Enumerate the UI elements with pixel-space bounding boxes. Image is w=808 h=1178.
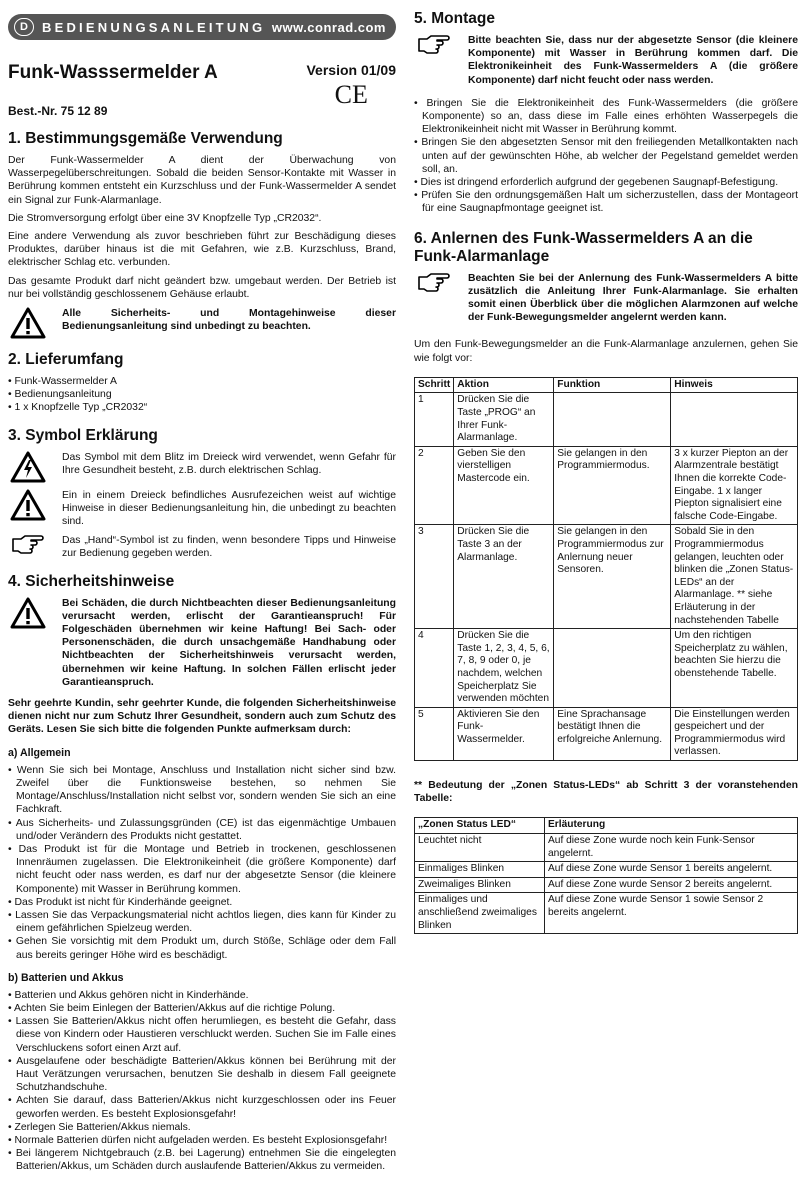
symbol-exclamation-row xyxy=(8,489,396,529)
table-row xyxy=(415,707,798,760)
list-item: • Aus Sicherheits- und Zulassungsgründen (CE) ist das eigenmächtige Umbauen und/oder Verändern des Produkts nicht gestattet. xyxy=(8,817,396,843)
symbol-hand-row xyxy=(8,534,396,560)
table-cell: Einmaliges Blinken xyxy=(415,862,545,878)
table-row xyxy=(415,834,798,862)
table-cell: Sie gelangen in den Programmiermodus. xyxy=(554,446,671,525)
scope-list xyxy=(8,375,396,415)
safety-warning xyxy=(8,597,396,689)
table-row xyxy=(415,393,798,446)
general-safety-list xyxy=(8,764,396,962)
table-cell: Auf diese Zone wurde Sensor 1 sowie Sensor 2 bereits angelernt. xyxy=(545,893,798,934)
teach-in-intro: Um den Funk-Bewegungsmelder an die Funk-Alarmanlage anzulernen, gehen Sie wie folgt vor: xyxy=(414,339,798,364)
table-cell: 3 x kurzer Piepton an der Alarmzentrale bestätigt Ihnen die korrekte Code-Eingabe. 1 x langer Piepton signalisiert eine falsche Code-Eingabe. xyxy=(671,446,798,525)
table-header-row xyxy=(415,818,798,834)
list-item: • Wenn Sie sich bei Montage, Anschluss und Installation nicht sicher sind bzw. Zweifel über die Funktionsweise bestehen, so nehmen Sie Montage/Anschluss/Installation nicht selbst vor, sondern wenden Sie sich an eine Fachkraft. xyxy=(8,764,396,817)
list-item: • Normale Batterien dürfen nicht aufgeladen werden. Es besteht Explosionsgefahr! xyxy=(8,1134,396,1147)
list-item: • Dies ist dringend erforderlich aufgrund der gegebenen Saugnapf-Befestigung. xyxy=(414,176,798,189)
list-item: • Achten Sie darauf, dass Batterien/Akkus nicht kurzgeschlossen oder ins Feuer geworfen werden. Es besteht Explosionsgefahr! xyxy=(8,1094,396,1120)
section-heading-1: 1. Bestimmungsgemäße Verwendung xyxy=(8,130,283,147)
mounting-list xyxy=(414,97,798,216)
list-item: • Achten Sie beim Einlegen der Batterien/Akkus auf die richtige Polung. xyxy=(8,1002,396,1015)
led-status-table xyxy=(414,817,798,934)
list-item: • Lassen Sie das Verpackungsmaterial nicht achtlos liegen, dies kann für Kinder zu einem gefährlichen Spielzeug werden. xyxy=(8,909,396,935)
list-item: • Lassen Sie Batterien/Akkus nicht offen herumliegen, es besteht die Gefahr, dass diese von Kindern oder Haustieren verschluckt werden. Suchen Sie im Falle eines Verschluckens sofort einen Arzt auf. xyxy=(8,1015,396,1055)
left-column xyxy=(8,0,396,1178)
note-text: Bitte beachten Sie, dass nur der abgesetzte Sensor (die kleinere Komponente) mit Wasser in Berührung kommen darf. Die Elektronikeinheit des Funk-Wassermelders A (die größere Komponente) darf nicht feucht oder nass werden. xyxy=(468,35,798,86)
list-item: • 1 x Knopfzelle Typ „CR2032“ xyxy=(8,401,396,414)
product-title: Funk-Wasssermelder A xyxy=(8,62,218,83)
list-item: • Das Produkt ist für die Montage und Betrieb in trockenen, geschlossenen Innenräumen zugelassen. Die Elektronikeinheit (die größere Komponente) darf nicht feucht oder nass werden, es darf nur der abgesetzte Sensor (die kleinere Komponente) mit Wasser in Berührung kommen. xyxy=(8,843,396,896)
table-cell: Um den richtigen Speicherplatz zu wählen, beachten Sie hierzu die obenstehende Tabelle. xyxy=(671,629,798,708)
table-row xyxy=(415,446,798,525)
column-header: Hinweis xyxy=(671,377,798,393)
list-item: • Batterien und Akkus gehören nicht in Kinderhände. xyxy=(8,989,396,1002)
table-row xyxy=(415,862,798,878)
list-item: • Bei längerem Nichtgebrauch (z.B. bei Lagerung) entnehmen Sie die eingelegten Batterien/Akkus, um Schäden durch auslaufende Batterien/Akkus zu vermeiden. xyxy=(8,1147,396,1173)
led-table-heading: ** Bedeutung der „Zonen Status-LEDs“ ab Schritt 3 der voranstehenden Tabelle: xyxy=(414,780,798,805)
version-label: Version 01/09 xyxy=(306,62,396,78)
column-header: Aktion xyxy=(454,377,554,393)
column-header: Funktion xyxy=(554,377,671,393)
title-row xyxy=(8,62,396,110)
pointing-hand-icon xyxy=(414,34,454,54)
table-cell: Leuchtet nicht xyxy=(415,834,545,862)
table-cell: 5 xyxy=(415,707,454,760)
symbol-description: Das „Hand“-Symbol ist zu finden, wenn besondere Tipps und Hinweise zur Bedienung gegeben werden. xyxy=(62,535,396,560)
list-item: • Prüfen Sie den ordnungsgemäßen Halt um sicherzustellen, dass der Montageort für eine Saugnapfmontage geeignet ist. xyxy=(414,189,798,215)
column-header: Erläuterung xyxy=(545,818,798,834)
website-url: www.conrad.com xyxy=(271,19,386,35)
section-heading-3: 3. Symbol Erklärung xyxy=(8,426,158,444)
table-cell: 1 xyxy=(415,393,454,446)
table-cell: Drücken Sie die Taste „PROG“ an Ihrer Funk-Alarmanlage. xyxy=(454,393,554,446)
table-cell: Eine Sprachansage bestätigt Ihnen die erfolgreiche Anlernung. xyxy=(554,707,671,760)
table-cell: Sie gelangen in den Programmiermodus zur Anlernung neuer Sensoren. xyxy=(554,525,671,629)
pointing-hand-icon xyxy=(414,272,454,292)
pointing-hand-icon xyxy=(8,534,48,554)
section-heading-2: 2. Lieferumfang xyxy=(8,351,124,369)
banner-title: BEDIENUNGSANLEITUNG xyxy=(42,19,266,35)
version-block xyxy=(306,62,396,110)
paragraph: Eine andere Verwendung als zuvor beschrieben führt zur Beschädigung dieses Produktes, darüber hinaus ist die mit Gefahren, wie z.B. Kurzschluss, Brand, elektrischer Schlag etc. verbunden. xyxy=(8,231,396,269)
exclamation-warning-icon xyxy=(8,597,48,629)
exclamation-warning-icon xyxy=(8,489,48,521)
list-item: • Bedienungsanleitung xyxy=(8,388,396,401)
note-text: Beachten Sie bei der Anlernung des Funk-Wassermelders A bitte zusätzlich die Anleitung Ihrer Funk-Alarmanlage. Sie erhalten somit einen Überblick über die möglichen Alarmzonen auf welche der Funk-Bewegungsmelder angelernt werden kann. xyxy=(468,272,798,324)
list-item: • Ausgelaufene oder beschädigte Batterien/Akkus können bei Berührung mit der Haut Verätzungen verursachen, benutzen Sie deshalb in diesem Fall geeignete Schutzhandschuhe. xyxy=(8,1055,396,1095)
subsection-heading-batteries: b) Batterien und Akkus xyxy=(8,971,124,984)
table-cell: 4 xyxy=(415,629,454,708)
section-heading-4: 4. Sicherheitshinweise xyxy=(8,572,175,590)
list-item: • Das Produkt ist nicht für Kinderhände geeignet. xyxy=(8,896,396,909)
symbol-lightning-row xyxy=(8,451,396,483)
battery-safety-list xyxy=(8,989,396,1174)
table-cell: Drücken Sie die Taste 3 an der Alarmanlage. xyxy=(454,525,554,629)
symbol-description: Das Symbol mit dem Blitz im Dreieck wird verwendet, wenn Gefahr für Ihre Gesundheit besteht, z.B. durch elektrischen Schlag. xyxy=(62,451,396,476)
table-cell: 3 xyxy=(415,525,454,629)
list-item: • Zerlegen Sie Batterien/Akkus niemals. xyxy=(8,1121,396,1134)
table-cell xyxy=(554,393,671,446)
table-cell: Auf diese Zone wurde noch kein Funk-Sensor angelernt. xyxy=(545,834,798,862)
table-header-row xyxy=(415,377,798,393)
table-cell: Zweimaliges Blinken xyxy=(415,877,545,893)
list-item: • Bringen Sie den abgesetzten Sensor mit den freiliegenden Metallkontakten nach unten auf der gewünschten Höhe, ab welcher der Pegelstand gemeldet werden soll, an. xyxy=(414,136,798,176)
exclamation-warning-icon xyxy=(8,307,48,339)
lightning-warning-icon xyxy=(8,451,48,483)
table-cell: Auf diese Zone wurde Sensor 2 bereits angelernt. xyxy=(545,877,798,893)
paragraph: Der Funk-Wassermelder A dient der Überwachung von Wasserpegelüberschreitungen. Sobald die beiden Sensor-Kontakte mit Wasser in Berührung kommen entsteht ein Kurzschluss und der Funk-Wassermelder A sendet ein Signal zur Funk-Alarmanlage. xyxy=(8,155,396,206)
table-cell xyxy=(671,393,798,446)
table-cell: 2 xyxy=(415,446,454,525)
list-item: • Bringen Sie die Elektronikeinheit des Funk-Wassermelders (die größere Komponente) so an, dass diese im Falle eines erhöhten Wasserpegels die Elektronikeinheit nicht mit Wasser in Berührung kommt. xyxy=(414,97,798,137)
warning-text: Bei Schäden, die durch Nichtbeachten dieser Bedienungsanleitung verursacht werden, erlischt der Garantieanspruch! Für Folgeschäden übernehmen wir keine Haftung! Bei Sach- oder Personenschäden, die durch unsachgemäße Handhabung oder Nichtbeachten der Sicherheitshinweis verursacht werden, übernehmen wir keine Haftung. In solchen Fällen erlischt jeder Garantieanspruch. xyxy=(62,597,396,688)
table-row xyxy=(415,525,798,629)
list-item: • Gehen Sie vorsichtig mit dem Produkt um, durch Stöße, Schläge oder dem Fall aus bereits geringer Höhe wird es beschädigt. xyxy=(8,935,396,961)
table-row xyxy=(415,893,798,934)
teach-in-note xyxy=(414,272,798,325)
symbol-description: Ein in einem Dreieck befindliches Ausrufezeichen weist auf wichtige Hinweise in dieser Bedienungsanleitung hin, die unbedingt zu beachten sind. xyxy=(62,489,396,528)
mounting-note xyxy=(414,34,798,87)
right-column xyxy=(414,0,798,934)
language-badge: D xyxy=(14,18,34,36)
header-banner xyxy=(8,14,396,40)
section-heading-5: 5. Montage xyxy=(414,10,495,27)
warning-notice xyxy=(8,307,396,339)
section-heading-6: 6. Anlernen des Funk-Wassermelders A an die Funk-Alarmanlage xyxy=(414,229,753,265)
warning-text: Alle Sicherheits- und Montagehinweise dieser Bedienungsanleitung sind unbedingt zu beachten. xyxy=(62,308,396,333)
order-number: Best.-Nr. 75 12 89 xyxy=(8,104,108,118)
table-cell: Aktivieren Sie den Funk-Wassermelder. xyxy=(454,707,554,760)
safety-intro: Sehr geehrte Kundin, sehr geehrter Kunde, die folgenden Sicherheitshinweise dienen nicht nur zum Schutz Ihrer Gesundheit, sondern auch zum Schutz des Geräts. Lesen Sie sich bitte die folgenden Punkte aufmerksam durch: xyxy=(8,698,396,736)
list-item: • Funk-Wassermelder A xyxy=(8,375,396,388)
paragraph: Das gesamte Produkt darf nicht geändert bzw. umgebaut werden. Der Betrieb ist nur bei vollständig geschlossenem Gehäuse erlaubt. xyxy=(8,275,396,300)
table-cell xyxy=(554,629,671,708)
ce-mark: CE xyxy=(334,80,368,109)
table-row xyxy=(415,629,798,708)
table-row xyxy=(415,877,798,893)
subsection-heading-general: a) Allgemein xyxy=(8,746,71,759)
table-cell: Einmaliges und anschließend zweimaliges Blinken xyxy=(415,893,545,934)
table-cell: Die Einstellungen werden gespeichert und der Programmiermodus wird verlassen. xyxy=(671,707,798,760)
paragraph: Die Stromversorgung erfolgt über eine 3V Knopfzelle Typ „CR2032“. xyxy=(8,212,322,224)
teach-in-steps-table xyxy=(414,377,798,761)
column-header: „Zonen Status LED“ xyxy=(415,818,545,834)
table-cell: Geben Sie den vierstelligen Mastercode ein. xyxy=(454,446,554,525)
table-cell: Drücken Sie die Taste 1, 2, 3, 4, 5, 6, 7, 8, 9 oder 0, je nachdem, welchen Speicherplatz Sie verwenden möchten xyxy=(454,629,554,708)
table-cell: Auf diese Zone wurde Sensor 1 bereits angelernt. xyxy=(545,862,798,878)
column-header: Schritt xyxy=(415,377,454,393)
table-cell: Sobald Sie in den Programmiermodus gelangen, leuchten oder blinken die „Zonen Status-LEDs“ an der Alarmanlage. ** siehe Erläuterung in der nachstehenden Tabelle xyxy=(671,525,798,629)
